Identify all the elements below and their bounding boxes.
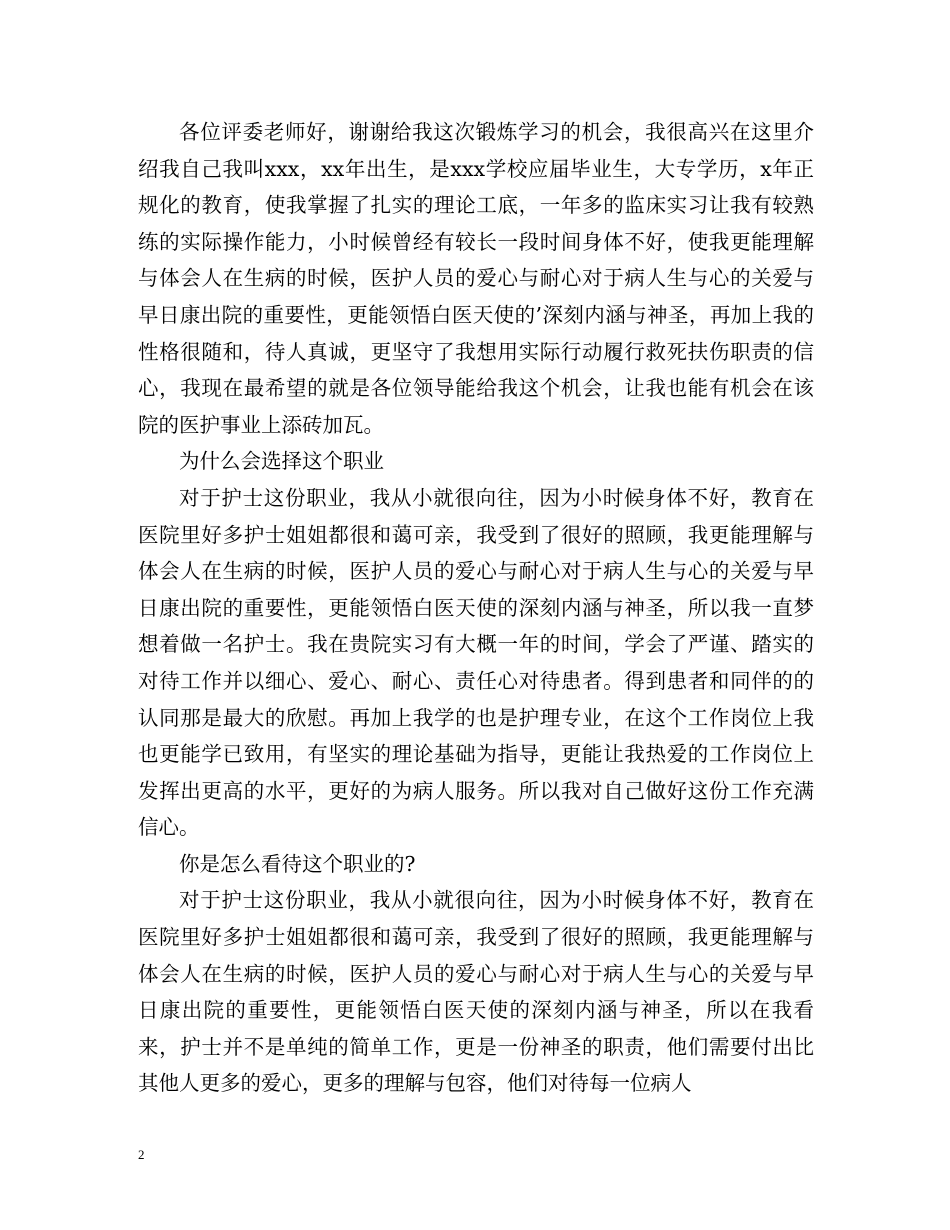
- why-choose-paragraph: 对于护士这份职业，我从小就很向往，因为小时候身体不好，教育在医院里好多护士姐姐都很和蔼可亲，我受到了很好的照顾，我更能理解与体会人在生病的时候，医护人员的爱心与耐心对于病人生与心的关爱与早日康出院的重要性，更能领悟白医天使的深刻内涵与神圣，所以我一直梦想着做一名护士。我在贵院实习有大概一年的时间，学会了严谨、踏实的对待工作并以细心、爱心、耐心、责任心对待患者。得到患者和同伴的的认同那是最大的欣慰。再加上我学的也是护理专业，在这个工作岗位上我也更能学已致用，有坚实的理论基础为指导，更能让我热爱的工作岗位上发挥出更高的水平，更好的为病人服务。所以我对自己做好这份工作充满信心。: [138, 485, 814, 840]
- how-view-paragraph: 对于护士这份职业，我从小就很向往，因为小时候身体不好，教育在医院里好多护士姐姐都很和蔼可亲，我受到了很好的照顾，我更能理解与体会人在生病的时候，医护人员的爱心与耐心对于病人生与心的关爱与早日康出院的重要性，更能领悟白医天使的深刻内涵与神圣，所以在我看来，护士并不是单纯的简单工作，更是一份神圣的职责，他们需要付出比其他人更多的爱心，更多的理解与包容，他们对待每一位病人: [138, 888, 814, 1096]
- section-heading-how-view: 你是怎么看待这个职业的?: [179, 851, 416, 876]
- intro-paragraph: 各位评委老师好，谢谢给我这次锻炼学习的机会，我很高兴在这里介绍我自己我叫xxx，xx年出生，是xxx学校应届毕业生，大专学历，x年正规化的教育，使我掌握了扎实的理论工底，一年多的监床实习让我有较熟练的实际操作能力，小时候曾经有较长一段时间身体不好，使我更能理解与体会人在生病的时候，医护人员的爱心与耐心对于病人生与心的关爱与早日康出院的重要性，更能领悟白医天使的’深刻内涵与神圣，再加上我的性格很随和，待人真诚，更坚守了我想用实际行动履行救死扶伤职责的信心，我现在最希望的就是各位领导能给我这个机会，让我也能有机会在该院的医护事业上添砖加瓦。: [138, 120, 814, 437]
- section-heading-why-choose: 为什么会选择这个职业: [179, 449, 384, 474]
- document-body: [138, 114, 814, 1102]
- page-number: 2: [138, 1147, 145, 1162]
